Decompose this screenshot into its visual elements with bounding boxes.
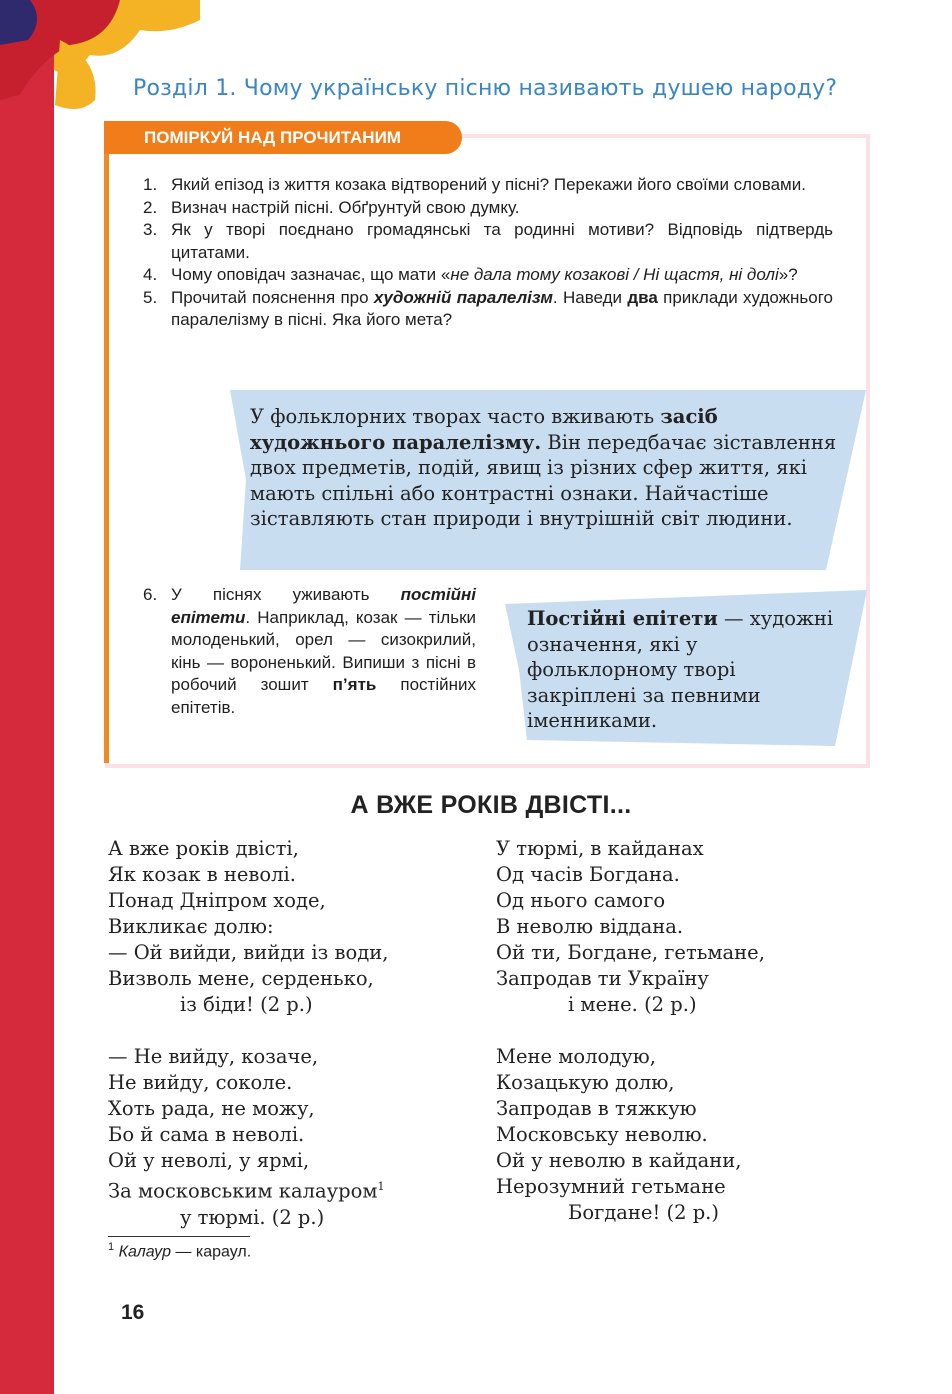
verse-line: Московську неволю. bbox=[496, 1123, 708, 1146]
song-right-column bbox=[496, 836, 856, 1252]
footnote-rule bbox=[108, 1236, 250, 1237]
stanza bbox=[108, 1044, 468, 1231]
verse-line: із біди! (2 р.) bbox=[180, 993, 313, 1016]
verse-line: Запродав ти Україну bbox=[496, 967, 709, 990]
section-label: ПОМІРКУЙ НАД ПРОЧИТАНИМ bbox=[104, 121, 462, 154]
verse-line: у тюрмі. (2 р.) bbox=[180, 1205, 325, 1229]
footnote: $^1$ Калаур — караул. bbox=[108, 1241, 252, 1261]
verse-line: — Не вийду, козаче, bbox=[108, 1045, 319, 1068]
task-frame-accent bbox=[104, 150, 109, 763]
verse-line: Ой у неволі, у ярмі, bbox=[108, 1149, 310, 1172]
verse-line: Од нього самого bbox=[496, 889, 666, 912]
verse-line: У тюрмі, в кайданах bbox=[496, 837, 704, 860]
stanza bbox=[496, 836, 856, 1018]
info-box-text: У фольклорних творах часто вживають засіб художнього паралелізму. Він передбачає зіставлення двох предметів, подій, явищ із різних сфер життя, які мають спільні або контрастні ознаки. Найчастіше зіставляють стан природи і внутрішній світ людини. bbox=[250, 405, 837, 530]
verse-line: А вже років двісті, bbox=[108, 837, 299, 860]
question-2: 2. Визнач настрій пісні. Обґрунтуй свою думку. bbox=[143, 197, 520, 217]
left-decorative-strip bbox=[0, 0, 54, 1394]
verse-line: Хоть рада, не можу, bbox=[108, 1097, 315, 1120]
verse-line: Не вийду, соколе. bbox=[108, 1071, 293, 1094]
verse-line: Мене молодую, bbox=[496, 1045, 656, 1068]
verse-line: Визволь мене, серденько, bbox=[108, 967, 374, 990]
verse-line: і мене. (2 р.) bbox=[568, 993, 697, 1016]
question-5: 5. Прочитай пояснення про художній паралелізм. Наведи два приклади художнього паралелізму в пісні. Яка його мета? bbox=[143, 287, 833, 329]
song-left-column bbox=[108, 836, 468, 1257]
question-3: 3. Як у творі поєднано громадянські та родинні мотиви? Відповідь підтвердь цитатами. bbox=[143, 220, 833, 262]
question-1: 1. Який епізод із життя козака відтворений у пісні? Перекажи його своїми словами. bbox=[143, 175, 806, 194]
chapter-title: Розділ 1. Чому українську пісню називають душею народу? bbox=[133, 76, 838, 101]
page-number: 16 bbox=[121, 1301, 145, 1324]
verse-line: В неволю віддана. bbox=[496, 915, 684, 938]
verse-line: — Ой вийди, вийди із води, bbox=[108, 941, 389, 964]
verse-line: Нерозумний гетьмане bbox=[496, 1175, 726, 1198]
verse-line: Як козак в неволі. bbox=[108, 863, 296, 886]
stanza bbox=[108, 836, 468, 1018]
definition-text: Постійні епітети — художні означення, які у фольклорному творі закріплені за певними іменниками. bbox=[527, 607, 834, 732]
question-4: 4. Чому оповідач зазначає, що мати «не дала тому козакові / Ні щастя, ні долі»? bbox=[143, 265, 798, 284]
verse-line: Ой ти, Богдане, гетьмане, bbox=[496, 941, 765, 964]
corner-illustration bbox=[0, 0, 200, 140]
verse-line: Викликає долю: bbox=[108, 915, 274, 938]
verse-line: За московським калауром$^1$ bbox=[108, 1179, 385, 1203]
verse-line: Ой у неволю в кайдани, bbox=[496, 1149, 742, 1172]
questions-list bbox=[143, 174, 833, 332]
question-6: 6. У піснях уживають постійні епітети. Наприклад, козак — тільки молоденький, орел — сизокрилий, кінь — вороненький. Випиши з пісні в робочий зошит п’ять постійних епітетів. bbox=[143, 585, 476, 717]
verse-line: Козацькую долю, bbox=[496, 1071, 675, 1094]
verse-line: Бо й сама в неволі. bbox=[108, 1123, 305, 1146]
verse-line: Богдане! (2 р.) bbox=[568, 1201, 719, 1224]
verse-line: Запродав в тяжкую bbox=[496, 1097, 697, 1120]
stanza bbox=[496, 1044, 856, 1226]
verse-line: Од часів Богдана. bbox=[496, 863, 680, 886]
verse-line: Понад Дніпром ходе, bbox=[108, 889, 326, 912]
footnote-marker: 1 bbox=[377, 1180, 385, 1193]
song-title: А ВЖЕ РОКІВ ДВІСТІ... bbox=[350, 791, 632, 819]
